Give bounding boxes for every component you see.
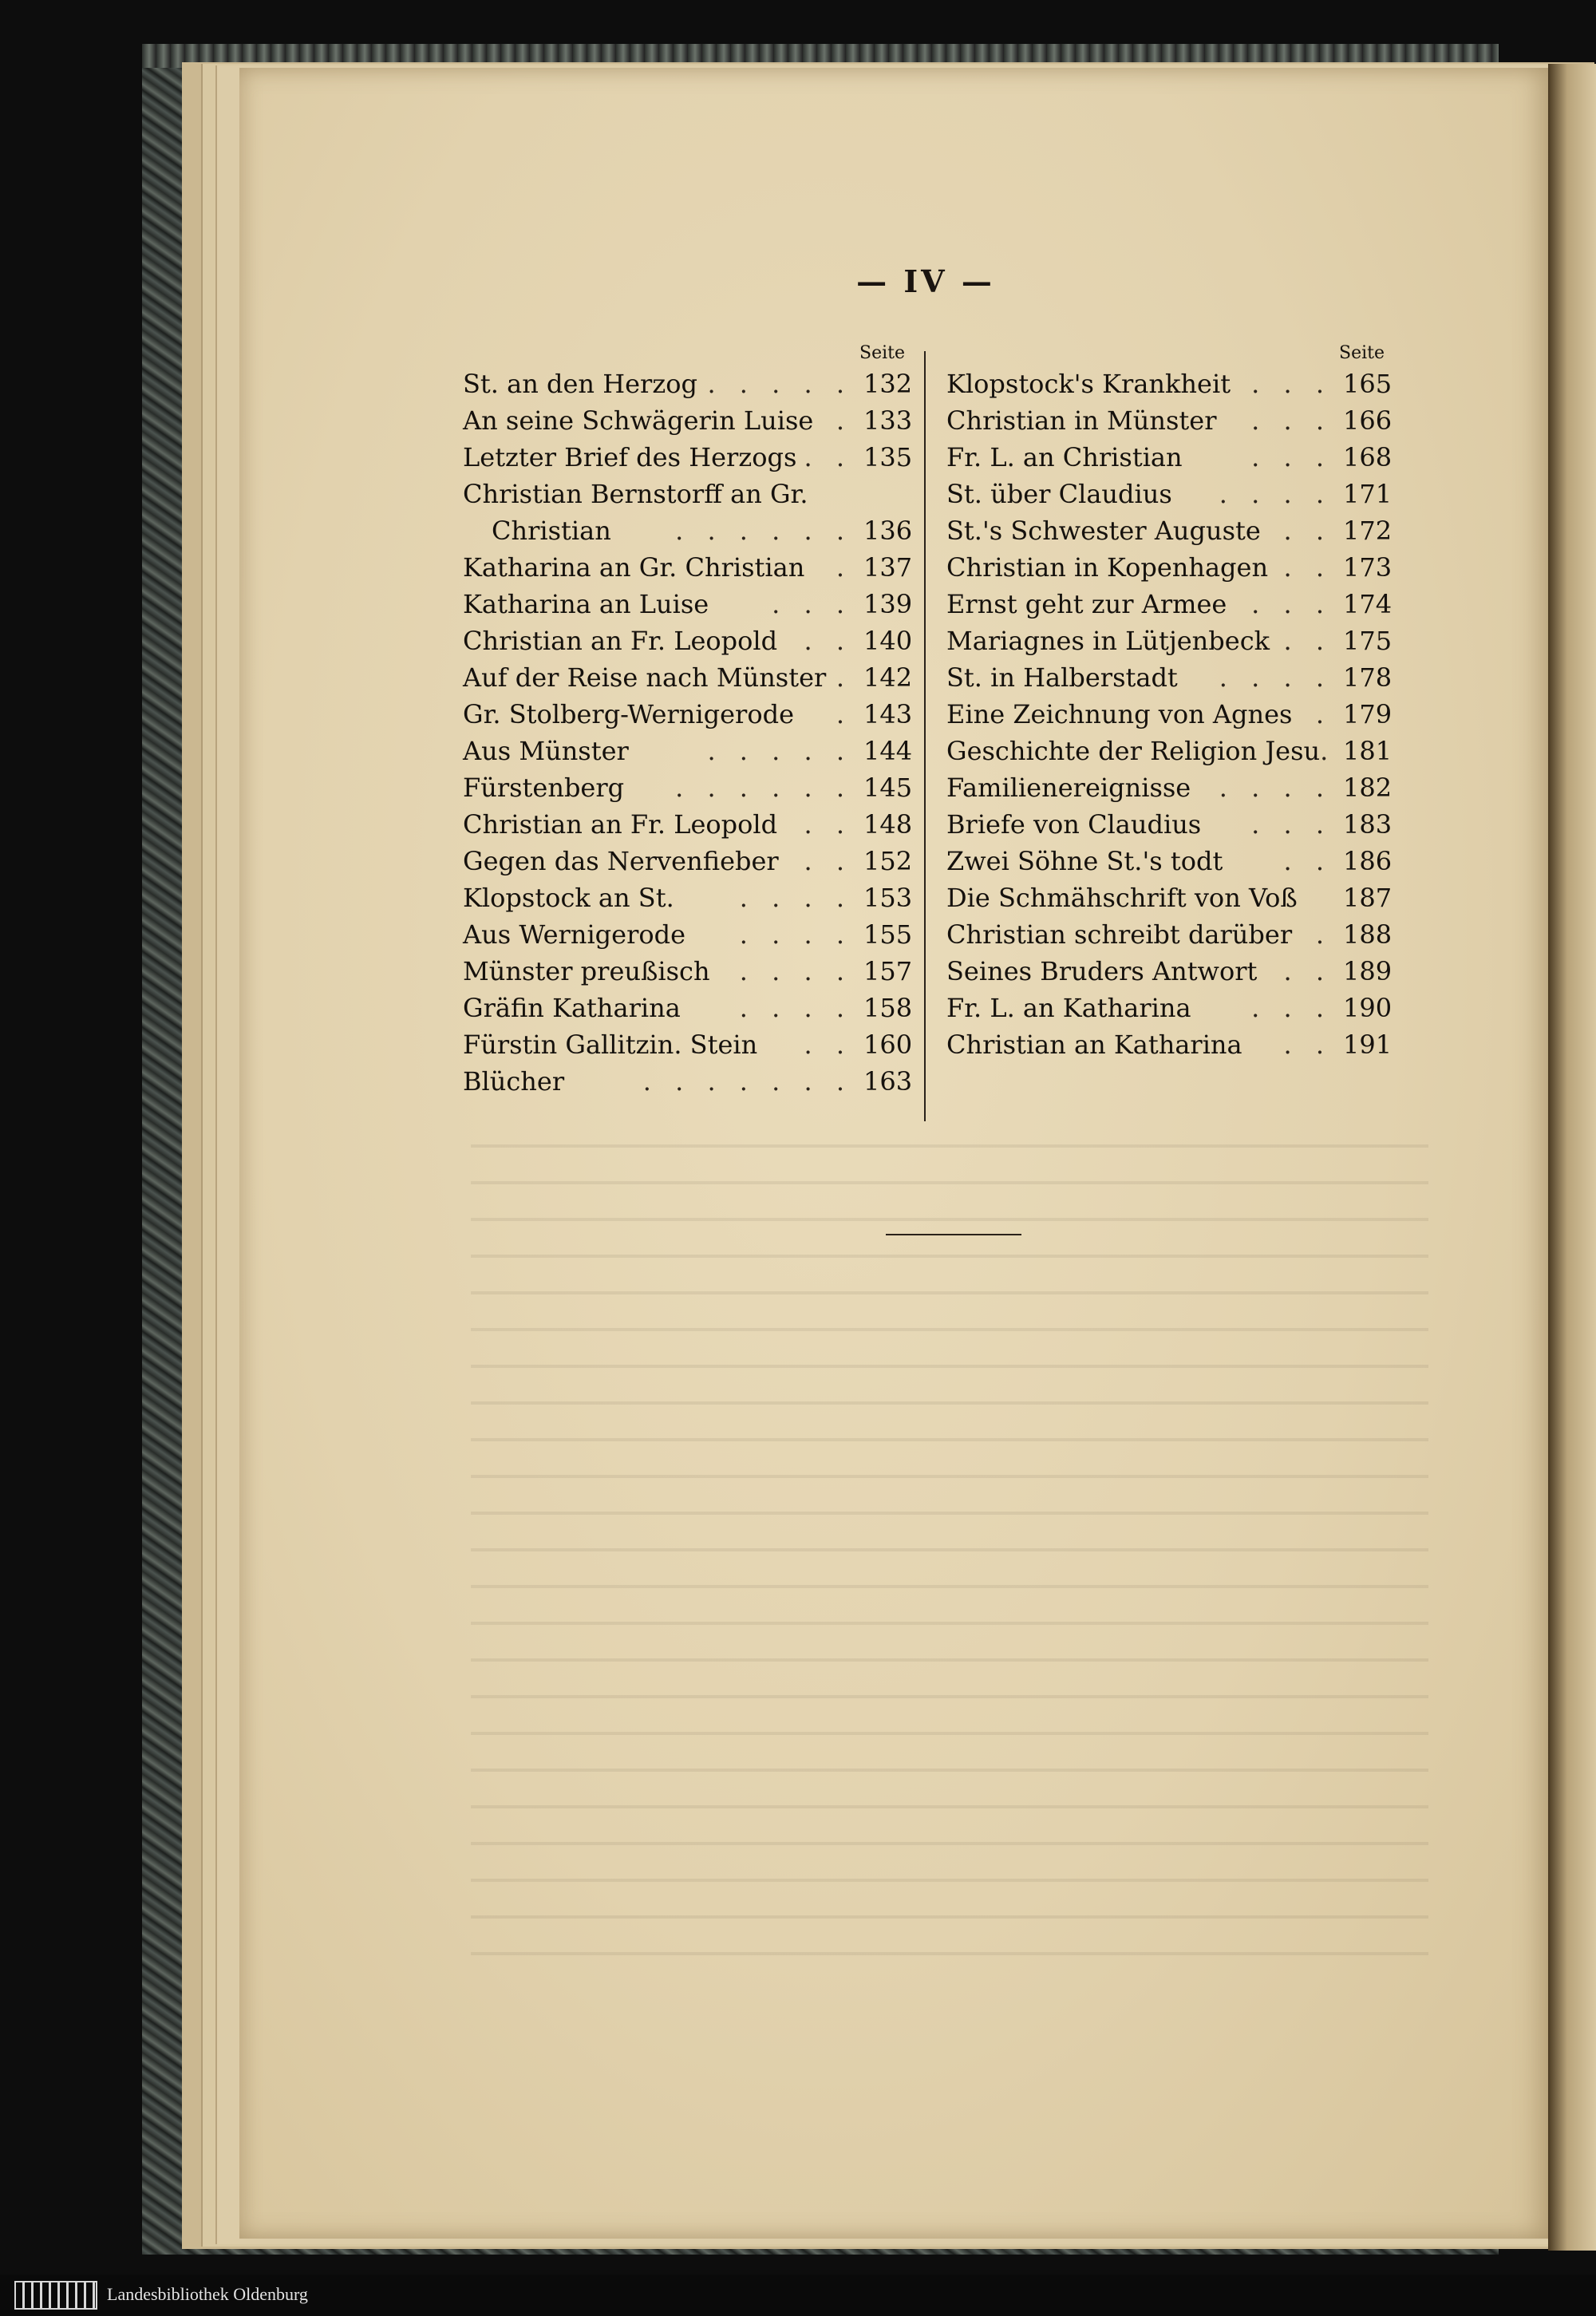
toc-entry-title: Zwei Söhne St.'s todt [946, 846, 1223, 876]
toc-entry-leader: . . . . [1219, 662, 1332, 693]
toc-entries-left [463, 366, 913, 1100]
toc-entry-title: Christian an Fr. Leopold [463, 626, 778, 656]
toc-entry [946, 549, 1393, 586]
toc-entry-title: Letzter Brief des Herzogs [463, 442, 797, 472]
toc-entry-title: Christian Bernstorff an Gr. [463, 479, 808, 509]
toc-entry-title: Aus Münster [463, 736, 629, 766]
column-divider [924, 351, 926, 1121]
toc-entry-page: 171 [1343, 479, 1393, 509]
toc-entry-leader: . . [804, 846, 852, 876]
toc-entry-page: 174 [1343, 589, 1393, 619]
toc-entry [463, 916, 913, 953]
toc-entry-leader: . . [804, 1030, 852, 1060]
toc-entry-title: Gr. Stolberg-Wernigerode [463, 699, 794, 729]
toc-entry-page: 166 [1343, 405, 1393, 436]
toc-entry [946, 843, 1393, 879]
toc-entry [946, 733, 1393, 769]
toc-entries-right [946, 366, 1393, 1063]
toc-entry-page: 136 [863, 516, 913, 546]
toc-entry [946, 953, 1393, 990]
toc-entry-page: 135 [863, 442, 913, 472]
toc-entry-leader: . . . [1251, 589, 1332, 619]
toc-entry-leader: . . [804, 442, 852, 472]
toc-entry-page: 157 [863, 956, 913, 986]
toc-entry-leader: . [836, 405, 852, 436]
toc-entry [463, 402, 913, 439]
toc-entry-title: Klopstock's Krankheit [946, 369, 1231, 399]
toc-entry-title: Gräfin Katharina [463, 993, 681, 1023]
toc-entry-title: An seine Schwägerin Luise [463, 405, 814, 436]
toc-entry-page: 165 [1343, 369, 1393, 399]
toc-entry-page: 152 [863, 846, 913, 876]
page-number: — IV — [856, 263, 995, 299]
toc-entry [463, 696, 913, 733]
toc-entry-page: 182 [1343, 773, 1393, 803]
toc-entry [946, 586, 1393, 622]
toc-entry-title: Fürstenberg [463, 773, 625, 803]
toc-entry-leader: . . . . [1219, 773, 1332, 803]
toc-entry-title: Christian in Kopenhagen [946, 552, 1269, 583]
toc-entry-title: Aus Wernigerode [463, 919, 686, 950]
toc-entry-page: 140 [863, 626, 913, 656]
toc-entry-leader: . . . [772, 589, 852, 619]
toc-entry-leader: . . [1283, 846, 1332, 876]
toc-column-right [946, 342, 1393, 1063]
toc-entry-page: 144 [863, 736, 913, 766]
toc-entry-page: 183 [1343, 809, 1393, 840]
toc-entry [463, 366, 913, 402]
toc-entry [946, 916, 1393, 953]
toc-entry-leader: . [836, 662, 852, 693]
toc-entry [946, 879, 1393, 916]
toc-entry [463, 733, 913, 769]
toc-entry [463, 622, 913, 659]
toc-entry-title: Christian [492, 516, 611, 546]
toc-entry [463, 549, 913, 586]
toc-entry-title: Fürstin Gallitzin. Stein [463, 1030, 758, 1060]
toc-entry-leader: . . . . [739, 956, 852, 986]
toc-entry-page: 190 [1343, 993, 1393, 1023]
toc-entry [946, 769, 1393, 806]
toc-entry-leader: . . . . [739, 883, 852, 913]
toc-entry-page: 173 [1343, 552, 1393, 583]
seite-header-right: Seite [1339, 343, 1385, 363]
toc-entry [946, 402, 1393, 439]
toc-entry-leader: . . . . [739, 993, 852, 1023]
toc-entry-page: 191 [1343, 1030, 1393, 1060]
toc-entry [463, 512, 913, 549]
toc-entry-page: 148 [863, 809, 913, 840]
toc-entry-page: 133 [863, 405, 913, 436]
toc-entry-page: 142 [863, 662, 913, 693]
toc-entry [946, 439, 1393, 476]
toc-entry-page: 188 [1343, 919, 1393, 950]
toc-entry-leader: . . [1283, 956, 1332, 986]
toc-entry-leader: . . [1283, 626, 1332, 656]
toc-entry [946, 622, 1393, 659]
toc-entry-leader: . . . [1251, 369, 1332, 399]
toc-entry-leader: . . . [1251, 993, 1332, 1023]
toc-entry-title: Fr. L. an Christian [946, 442, 1183, 472]
toc-entry [463, 879, 913, 916]
toc-entry-leader: . [1315, 699, 1332, 729]
toc-entry-title: Geschichte der Religion Jesu [946, 736, 1321, 766]
toc-entry-title: Fr. L. an Katharina [946, 993, 1191, 1023]
toc-entry [946, 1026, 1393, 1063]
toc-entry-leader: . [836, 699, 852, 729]
toc-entry-title: Mariagnes in Lütjenbeck [946, 626, 1270, 656]
toc-entry-leader: . . . . [739, 919, 852, 950]
toc-entry [463, 439, 913, 476]
toc-entry-leader: . . . . . . . [642, 1066, 852, 1097]
toc-entry-title: St. über Claudius [946, 479, 1172, 509]
toc-entry-page: 137 [863, 552, 913, 583]
toc-column-left [463, 342, 913, 1100]
toc-entry-page: 172 [1343, 516, 1393, 546]
toc-entry-leader: . . . . . . [675, 516, 852, 546]
toc-entry-page: 186 [1343, 846, 1393, 876]
toc-entry-leader: . . [1283, 552, 1332, 583]
toc-entry-leader: . . . . . [707, 736, 852, 766]
toc-entry-title: Katharina an Luise [463, 589, 709, 619]
toc-entry-title: St.'s Schwester Auguste [946, 516, 1261, 546]
toc-entry-page: 158 [863, 993, 913, 1023]
toc-entry-page: 178 [1343, 662, 1393, 693]
toc-entry-page: 153 [863, 883, 913, 913]
toc-entry-page: 187 [1343, 883, 1393, 913]
toc-entry [946, 512, 1393, 549]
toc-entry [463, 953, 913, 990]
toc-entry [463, 990, 913, 1026]
toc-entry-page: 132 [863, 369, 913, 399]
toc-entry [463, 843, 913, 879]
toc-entry-title: Seines Bruders Antwort [946, 956, 1258, 986]
toc-entry-leader: . . . [1251, 442, 1332, 472]
toc-entry-leader: . . [804, 809, 852, 840]
toc-entry-page: 181 [1343, 736, 1393, 766]
toc-entry-leader: . . . [1251, 405, 1332, 436]
toc-entry-page: 139 [863, 589, 913, 619]
toc-entry-page: 163 [863, 1066, 913, 1097]
toc-entry [463, 769, 913, 806]
toc-entry-leader: . [1320, 736, 1337, 766]
toc-entry-title: Klopstock an St. [463, 883, 674, 913]
toc-entry-title: St. an den Herzog [463, 369, 697, 399]
seite-header-left: Seite [859, 343, 905, 363]
toc-entry-leader: . . . . [1219, 479, 1332, 509]
toc-entry-title: Christian in Münster [946, 405, 1217, 436]
toc-entry [946, 806, 1393, 843]
toc-entry-leader: . . . . . [707, 369, 852, 399]
end-rule [886, 1234, 1021, 1235]
toc-entry-title: St. in Halberstadt [946, 662, 1178, 693]
toc-entry-leader: . . [1283, 516, 1332, 546]
toc-entry-leader: . . [804, 626, 852, 656]
toc-entry-page: 175 [1343, 626, 1393, 656]
toc-entry-leader: . . . [1251, 809, 1332, 840]
toc-entry [463, 586, 913, 622]
toc-entry-leader: . [1315, 919, 1332, 950]
toc-entry [463, 659, 913, 696]
toc-entry-page: 155 [863, 919, 913, 950]
toc-entry-title: Katharina an Gr. Christian [463, 552, 805, 583]
book-gutter [1548, 64, 1596, 2251]
toc-entry-leader: . . [1283, 1030, 1332, 1060]
toc-entry [463, 1026, 913, 1063]
toc-entry-page: 145 [863, 773, 913, 803]
toc-entry-page: 179 [1343, 699, 1393, 729]
toc-entry-title: Ernst geht zur Armee [946, 589, 1227, 619]
toc-entry-leader: . . . . . . [675, 773, 852, 803]
toc-entry [946, 366, 1393, 402]
footer-bar [0, 2275, 1596, 2316]
toc-entry [463, 476, 910, 512]
table-of-contents [463, 342, 1404, 1124]
toc-entry [463, 1063, 913, 1100]
toc-entry-page: 143 [863, 699, 913, 729]
toc-entry-title: Auf der Reise nach Münster [463, 662, 827, 693]
toc-entry-title: Christian an Katharina [946, 1030, 1242, 1060]
toc-entry-title: Die Schmähschrift von Voß [946, 883, 1298, 913]
toc-entry-page: 160 [863, 1030, 913, 1060]
toc-entry [946, 990, 1393, 1026]
toc-entry [463, 806, 913, 843]
toc-entry [946, 659, 1393, 696]
toc-entry-title: Gegen das Nervenfieber [463, 846, 779, 876]
toc-entry-page: 189 [1343, 956, 1393, 986]
toc-entry-title: Christian schreibt darüber [946, 919, 1293, 950]
toc-entry-title: Familienereignisse [946, 773, 1191, 803]
toc-entry-title: Münster preußisch [463, 956, 710, 986]
toc-entry-title: Briefe von Claudius [946, 809, 1202, 840]
toc-entry [946, 476, 1393, 512]
library-name: Landesbibliothek Oldenburg [107, 2284, 308, 2304]
show-through [471, 1117, 1428, 1955]
toc-entry-page: 168 [1343, 442, 1393, 472]
library-logo-icon [14, 2281, 97, 2310]
toc-entry [946, 696, 1393, 733]
toc-entry-leader: . [836, 552, 852, 583]
toc-entry-title: Christian an Fr. Leopold [463, 809, 778, 840]
toc-entry-title: Eine Zeichnung von Agnes [946, 699, 1293, 729]
toc-entry-title: Blücher [463, 1066, 565, 1097]
